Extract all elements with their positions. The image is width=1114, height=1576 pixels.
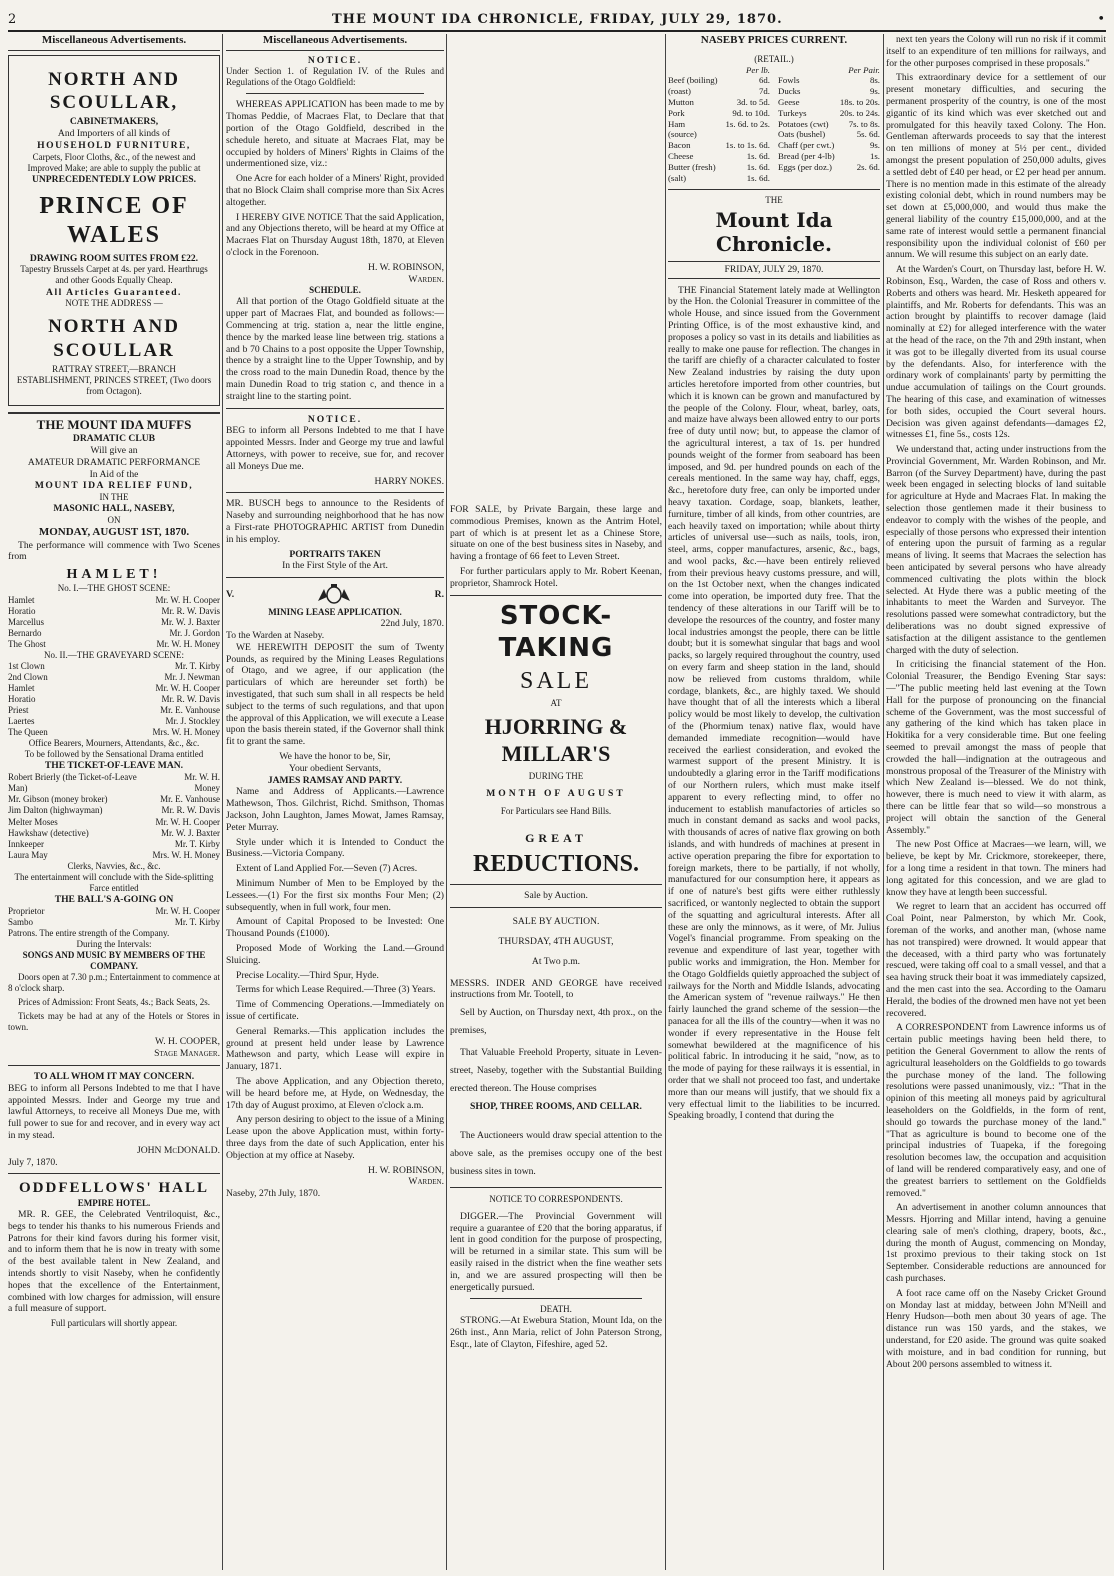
cast-actor: Mr. W. J. Baxter bbox=[160, 827, 220, 838]
divider bbox=[668, 189, 880, 190]
article-paragraph: In criticising the financial statement of the Hon. Colonial Treasurer, the Bendigo Evening Star says:—"The public meeting held last evening at the Town Hall for the purpose of pronouncing on the financial scheme of the Government, was the most successful of any gathering of the kind which has taken place in Hokitika for a very considerable time. But one feeling seemed to prevail amongst the mass of people that crowded the hall—indignation at the outrageous and monstrous proposal of the Treasurer of the Ministry with which New Zealand is—blessed. We do not think, however, there is much need to view it with alarm, as there can be little fear that so wild—so monstrous a project will obtain the sanction of the General Assembly." bbox=[886, 659, 1106, 836]
price-value: 1s. 6d. bbox=[746, 151, 770, 162]
cast-row bbox=[8, 661, 220, 672]
article-paragraph: next ten years the Colony will run no risk if it commit itself to an expenditure of ten millions for railways, and for the other purposes comprised in these proposals." bbox=[886, 34, 1106, 69]
oddfellows-text: MR. R. GEE, the Celebrated Ventriloquist, &c., begs to tender his thanks to his numerous Friends and Patrons for their kind favors during his former visit, and to inform them that he is now in treaty with some of the best available talent in New Zealand, and intends shortly to visit Naseby, when he confidently hopes that the excellence of the Entertainment, combined with low charges for admission, will ensure a full measure of support. bbox=[8, 1208, 220, 1315]
divider bbox=[450, 1187, 662, 1188]
cast-row bbox=[8, 772, 220, 794]
price-row bbox=[668, 140, 770, 151]
price-row bbox=[668, 151, 770, 162]
muffs-line: Clerks, Navvies, &c., &c. bbox=[67, 860, 161, 871]
price-value: 9s. bbox=[869, 86, 880, 97]
cast-actor: Mr. J. Newman bbox=[164, 671, 220, 682]
schedule-title: SCHEDULE. bbox=[309, 285, 361, 296]
column-2 bbox=[226, 34, 444, 1570]
signature-title: Stage Manager. bbox=[154, 1048, 220, 1060]
price-row bbox=[668, 119, 770, 130]
price-row bbox=[668, 86, 770, 97]
divider bbox=[226, 577, 444, 578]
oddfellows-foot: Full particulars will shortly appear. bbox=[50, 1318, 178, 1329]
nokes-notice bbox=[226, 414, 444, 488]
cast-row bbox=[8, 917, 220, 928]
article-paragraph: At the Warden's Court, on Thursday last, before H. W. Robinson, Esq., Warden, the case of Ross and others v. Roberts and others was heard. Mr. Hesketh appeared for plaintiffs, and Mr. Roberts for defendants. This was an action brought by plaintiffs to recover damage (laid nominally at £2) for alleged interference with the water at the head of the race, on the 7th and 29th instant, when it was got to be illegally diverted from its usual course by the defendants. Also, for interference with the ordinary work of complainants' party by permitting the undue accumulation of tailings on the Court grounds. The hearing of this case, and examination of witnesses for both sides, occupied the Court several hours. Decision was given against defendants—damages £2, witnesses £1, fine 5s., costs 12s. bbox=[886, 264, 1106, 441]
death-title: DEATH. bbox=[540, 1304, 572, 1315]
cast-row bbox=[8, 705, 220, 716]
cast-actor: Mr. J. Gordon bbox=[169, 627, 220, 638]
cast-role: Jim Dalton (highwayman) bbox=[8, 805, 103, 816]
lease-application bbox=[226, 583, 444, 1200]
crest-v: V. bbox=[226, 589, 235, 601]
news-column bbox=[886, 34, 1106, 1370]
notice-text: WHEREAS APPLICATION has been made to me by Thomas Peddie, of Macraes Flat, to Declare that that portion of the Otago Goldfield, described in the schedule hereto, and situate at Macraes Flat, may be occupied by holders of Miners' Rights in Claims of the undermentioned size, viz.: bbox=[226, 99, 444, 170]
advert-line: And Importers of all kinds of bbox=[57, 128, 171, 140]
macraes-notice bbox=[226, 55, 444, 403]
muffs-advert bbox=[8, 412, 220, 1060]
price-row bbox=[778, 162, 880, 173]
notice-text: I HEREBY GIVE NOTICE That the said Application, and any Objections thereto, will be heard at my Office at Macraes Flat on Thursday August 18th, 1870, at Eleven o'clock in the Forenoon. bbox=[226, 211, 444, 258]
cast-actor: Mr. W. H. Cooper bbox=[155, 683, 220, 694]
column-5 bbox=[886, 34, 1106, 1570]
cast-row bbox=[8, 850, 220, 861]
cast-role: Laura May bbox=[8, 849, 48, 860]
notice-text: Under Section 1. of Regulation IV. of the Rules and Regulations of the Otago Goldfield: bbox=[226, 66, 444, 88]
cast-actor: Mrs. W. H. Money bbox=[152, 727, 220, 738]
price-row bbox=[668, 97, 770, 108]
lease-text: Extent of Land Applied For.—Seven (7) Acres. bbox=[236, 863, 418, 875]
notice-title: NOTICE. bbox=[307, 54, 363, 66]
article-paragraph: We understand that, acting under instructions from the Provincial Government, Mr. Warden Robinson, and Mr. Barron (of the Survey Department) have, during the past week been engaged in selecting blocks of land suitable for agriculture at Hyde and Macraes Flat. In making the selection those gentlemen made it their business to endeavor to comply with the wishes of the people, and especially of those persons who expressed their intention of entering upon the pursuit of farming as a regular means of living. It seems that Macraes the selection has been anticipated by several persons who have already commenced cultivating the plots within the block selected. At Hyde there was a public meeting of the inhabitants to meet the Warden and Surveyor. The resolutions passed were somewhat contradictory, but the deliberations was no doubt signed expressive of satisfaction at the diligent assistance to the gentlemen charged with the duty of selection. bbox=[886, 444, 1106, 656]
muffs-text: Tickets may be had at any of the Hotels or Stores in town. bbox=[8, 1011, 220, 1033]
cast-actor: Mr. R. W. Davis bbox=[161, 694, 220, 705]
auction-text: That Valuable Freehold Property, situate in Leven-street, Naseby, together with the Substantial Building erected thereon. The House comprises bbox=[450, 1046, 662, 1095]
divider bbox=[450, 907, 662, 908]
advert-line: Carpets, Floor Cloths, &c., of the newest and Improved Make; are able to supply the public at bbox=[27, 151, 201, 173]
price-value: 9s. bbox=[869, 140, 880, 151]
stocktaking-title: STOCK-TAKING bbox=[498, 600, 614, 663]
article-paragraph: THE Financial Statement lately made at Wellington by the Hon. the Colonial Treasurer in committee of the whole House, and since issued from the Government Printing Office, is of the most exhaustive kind, and proposes a policy so vast in its details and liabilities as really to make one pause for reflection. The changes in the tariff are chiefly of a character calculated to foster New Zealand industries by raising the duty upon articles heretofore imported from other countries, but which it is known can be grown and manufactured by the people of the Colony. Flour, wheat, barley, oats, and maize have always been allowed entry to our ports free of duty until now; but, to appease the clamor of the agricultural interest, a tax of 1s. per hundred pounds weight of the former from seaboard has been imposed, and 9d. per hundred pounds on each of the cereals mentioned. In the same way hay, chaff, eggs, &c., heretofore duty free, can only be imported under heavy taxation. Cordage, soap, blankets, leather, furniture, timber of all kinds, from other countries, are each heavily taxed on importation; while about thirty articles of universal use—such as nails, tools, iron, steel, arms, copper manufactures, arsenic, &c., bags, and wool packs, &c.—have been entirely relieved from their previous heavy customs pressure, and will, on the 1st October next, when the changes indicated come into operation, be imported duty free. That the tendency of these alterations in our Tariff will be to develope the resources of the country, and foster many local industries amongst the people, there can be little doubt; but it is somewhat singular that bags and wool packs, so largely required throughout the country, used on every farm and sheep station in the land, should now be relieved from customs thraldom, while cordage, blankets, &c., are highly taxed. We should have thought that of all the interests which a liberal policy would be most likely to develop, the cultivation of the (Phormium tenax) native flax, would have demanded immediate recognition—would have received the earliest consideration, and evoked the warmest support of the present Ministry. It is undoubtedly a glaring error in the Tariff modifications of our Northern rulers, which must make itself apparent to every reflecting mind, to offer no inducement to establish manufactories of articles so much in constant demand as sacks and wool packs, with thousands of acres of native flax growing on both islands, and with hundreds of machines at present in active operation preparing the fibre for exportation to foreign markets, there to be partially, if not wholly, manufactured for our consumption here, it appears as if one of nature's best gifts were either ruthlessly sacrificed, or wantonly neglected to obtain the support of the squatting and agricultural interests. After all these are only the minnows, as it were, of Mr. Julius Vogel's financial programme. From speaking on the revenue and expenditure of last year, together with public works and immigration, the Hon. Member for the Otago Goldfields quietly approached the subject of railways for the North and Middle Islands, advocating the American system of "revenue railways." He then fairly launched the grand scheme of the session—the panacea for all the ills of the country—when it was no wonder if every representative in the House felt somewhat bewildered at the magnificence of his political fabric. In introducing it he said, "now, as to the mode of paying for these railways it is essential, in order that we shall not proceed too fast, and undertake more than our means will justify, that we should fix a very effectual limit to the liabilities to be incurred. Speaking broadly, I contend that during the bbox=[668, 284, 880, 1122]
death-text: STRONG.—At Ewebura Station, Mount Ida, on the 26th inst., Ann Maria, relict of John Paterson Strong, Esqr., late of Clayton, Fifeshire, aged 52. bbox=[450, 1315, 662, 1350]
muffs-line: DRAMATIC CLUB bbox=[72, 433, 156, 445]
farce-title: THE BALL'S A-GOING ON bbox=[54, 893, 174, 905]
lease-text: Name and Address of Applicants.—Lawrence Mathewson, Thos. Gilchrist, Richd. Smithson, Thomas Jackson, John Laughton, James Mowat, James Ramsay, Peter Murray. bbox=[226, 786, 444, 833]
column-rule bbox=[446, 34, 447, 1570]
column-3 bbox=[450, 34, 662, 1570]
muffs-text: Doors open at 7.30 p.m.; Entertainment to commence at 8 o'clock sharp. bbox=[8, 972, 220, 994]
lease-text: Time of Commencing Operations.—Immediately on issue of certificate. bbox=[226, 999, 444, 1022]
paper-the: THE bbox=[765, 194, 783, 205]
cast-role: Hamlet bbox=[8, 594, 35, 605]
price-row bbox=[778, 119, 880, 130]
column-rule bbox=[883, 34, 884, 1570]
price-item: Butter (fresh) bbox=[668, 161, 716, 172]
column-rule bbox=[222, 34, 223, 1570]
drama-title: THE TICKET-OF-LEAVE MAN. bbox=[44, 760, 184, 772]
oddfellows-sub: EMPIRE HOTEL. bbox=[77, 1197, 151, 1208]
cast-row bbox=[8, 828, 220, 839]
cast-role: Hawkshaw (detective) bbox=[8, 827, 89, 838]
price-item: Cheese bbox=[668, 151, 694, 162]
correspondents-text: DIGGER.—The Provincial Government will require a guarantee of £20 that the boring apparatus, if lent in good condition for the purpose of prospecting, will be returned in a similar state. This sum will be easily raised in the district when the fine weather sets in, and we are assured prospecting will then be energetically pursued. bbox=[450, 1210, 662, 1293]
price-value: 2s. 6d. bbox=[856, 161, 880, 172]
cast-role: Hamlet bbox=[8, 683, 35, 694]
price-value: 3d. to 5d. bbox=[736, 97, 770, 108]
column-1 bbox=[8, 34, 220, 1570]
muffs-line: Office Bearers, Mourners, Attendants, &c., &c. bbox=[28, 738, 200, 749]
price-item: Eggs (per doz.) bbox=[778, 161, 832, 172]
article-paragraph: A foot race came off on the Naseby Cricket Ground on Monday last at midday, between John M'Neill and Henry Hudson—both men about 30 years of age. The distance run was 150 yards, and the stakes, we understand, for £20 aside. The ground was quite soaked with moisture, and in bad condition for running, but About 200 persons assembled to witness it. bbox=[886, 1287, 1106, 1370]
signature-title: Warden. bbox=[408, 273, 444, 285]
cast-actor: Mr. T. Kirby bbox=[174, 838, 220, 849]
article-paragraph: This extraordinary device for a settlement of our present monetary difficulties, and securing the permanent prosperity of the country, is one of the most gigantic of its kind which was ever sketched out and promulgated for this heavily taxed Colony. The Hon. Gentleman afterwards proceeds to say that the interest on ten millions of money at 5½ per cent., divided amongst the present population of 250,000 adults, gives a settled debt of £40 per head, or £2 per head per annum. There is no mention made in this estimate of the already existing colonial debt, which in round numbers may be set down at £5,000,000, and would thus make the general liability of the country £15,000,000, and at the same rate of interest would settle a permanent financial responsibility upon the individual colonist of £60 per annum. We will resume this subject on an early date. bbox=[886, 72, 1106, 261]
muffs-date: MONDAY, AUGUST 1ST, 1870. bbox=[38, 526, 190, 539]
price-value: 1s. 6d. to 2s. bbox=[725, 118, 770, 129]
cast-role: Sambo bbox=[8, 916, 34, 927]
price-row bbox=[668, 75, 770, 86]
price-item: Pork bbox=[668, 107, 685, 118]
muffs-line: ON bbox=[107, 515, 121, 526]
price-value: 1s. to 1s. 6d. bbox=[725, 140, 770, 151]
price-row bbox=[778, 151, 880, 162]
notice-text: One Acre for each holder of a Miners' Right, provided that no Block Claim shall comprise more than Six Acres altogether. bbox=[226, 173, 444, 208]
cast-row bbox=[8, 794, 220, 805]
signature: W. H. COOPER, bbox=[155, 1036, 220, 1048]
column-4 bbox=[668, 34, 880, 1570]
oddfellows-title: ODDFELLOWS' HALL bbox=[19, 1180, 209, 1197]
lease-text: Terms for which Lease Required.—Three (3) Years. bbox=[236, 984, 436, 996]
cast-actor: Mr. W. H. Money bbox=[156, 638, 220, 649]
lease-text: Proposed Mode of Working the Land.—Ground Sluicing. bbox=[226, 942, 444, 966]
advert-firm-name: NORTH AND SCOULLAR bbox=[48, 316, 180, 361]
advert-line: CABINETMAKERS, bbox=[69, 116, 159, 128]
auction-text: Sell by Auction, on Thursday next, 4th prox., on the premises, bbox=[450, 1007, 662, 1037]
lease-text: Any person desiring to object to the issue of a Mining Lease upon the above Application must, within forty-three days from the date of such Application, enter his Objection at my office at Naseby. bbox=[226, 1114, 444, 1161]
lease-text: General Remarks.—This application includes the ground at present held under lease by Lawrence Mathewson and party, which Lease will expire in January, 1871. bbox=[226, 1025, 444, 1073]
price-item: Bread (per 4-lb) bbox=[778, 151, 835, 162]
cast-role: Bernardo bbox=[8, 627, 42, 638]
signature: H. W. ROBINSON, bbox=[368, 261, 444, 273]
auction-text: MESSRS. INDER AND GEORGE have received instructions from Mr. Tootell, to bbox=[450, 977, 662, 1001]
lease-line: We have the honor to be, Sir, bbox=[279, 751, 391, 763]
advert-month: MONTH OF AUGUST bbox=[486, 788, 626, 800]
muffs-line: AMATEUR DRAMATIC PERFORMANCE bbox=[27, 456, 201, 468]
cast-row bbox=[8, 672, 220, 683]
masthead-title: THE MOUNT IDA CHRONICLE, FRIDAY, JULY 29, 1870. bbox=[332, 11, 783, 27]
price-value: 1s. bbox=[869, 151, 880, 162]
advert-line: PORTRAITS TAKEN bbox=[289, 548, 381, 560]
signature: HARRY NOKES. bbox=[374, 475, 444, 487]
cast-actor: Mr. T. Kirby bbox=[174, 916, 220, 927]
notice-text: All that portion of the Otago Goldfield situate at the upper part of Macraes Flat, and bounded as follows:—Commencing at trig. station a, near the little engine, thence by the marked lease line between trig. stations a and b 70 Chains to a post opposite the Upper Township, thence by a straight line to the Upper Township, and by the cross road to the main Dunedin Road, thence by the main Dunedin Road to trig station c, and thence in a straight line to the starting point. bbox=[226, 296, 444, 402]
muffs-line: MASONIC HALL, NASEBY, bbox=[53, 503, 175, 515]
advert-line: AT bbox=[550, 698, 562, 709]
auction-line: At Two p.m. bbox=[531, 955, 581, 967]
scene-title: No. I.—THE GHOST SCENE: bbox=[57, 583, 171, 594]
price-item: Geese bbox=[778, 97, 800, 108]
divider bbox=[8, 1173, 220, 1174]
cast-actor: Mr. W. J. Baxter bbox=[160, 616, 220, 627]
page-number: 2 bbox=[8, 11, 18, 27]
cast-actor: Mr. J. Stockley bbox=[165, 716, 220, 727]
cast-row bbox=[8, 906, 220, 917]
divider bbox=[450, 595, 662, 596]
divider bbox=[450, 884, 662, 885]
cast-actor: Mr. W. H. Cooper bbox=[155, 594, 220, 605]
muffs-text: Prices of Admission: Front Seats, 4s.; Back Seats, 2s. bbox=[18, 997, 210, 1008]
cast-actor: Mr. R. W. Davis bbox=[161, 805, 220, 816]
price-value: 1s. 6d. bbox=[746, 172, 770, 183]
leader-article bbox=[668, 285, 880, 1123]
price-row bbox=[668, 173, 770, 184]
auction-line: SALE BY AUCTION. bbox=[512, 916, 600, 928]
article-paragraph: An advertisement in another column announces that Messrs. Hjorring and Millar intend, having a genuine clearing sale of men's clothing, drapery, boots, &c., during the month of August, commencing on Monday, 1st proximo previous to their taking stock on 1st September. Considerable reductions are announced for cash purchases. bbox=[886, 1202, 1106, 1285]
prices-title: NASEBY PRICES CURRENT. bbox=[700, 34, 848, 46]
concern-notice bbox=[8, 1071, 220, 1168]
prices-right bbox=[778, 65, 880, 184]
cast-role: 1st Clown bbox=[8, 660, 45, 671]
masthead bbox=[8, 8, 1106, 32]
advert-line: DRAWING ROOM SUITES FROM £22. bbox=[29, 252, 199, 264]
advert-line: RATTRAY STREET,—BRANCH ESTABLISHMENT, PRINCES STREET, (Two doors from Octagon). bbox=[16, 364, 212, 397]
price-item: Bacon bbox=[668, 140, 691, 151]
sale-title: SALE bbox=[520, 667, 592, 694]
muffs-line: To be followed by the Sensational Drama entitled bbox=[24, 749, 204, 760]
advert-line: All Articles Guaranteed. bbox=[46, 286, 182, 298]
signature-title: Warden. bbox=[408, 1176, 444, 1188]
cast-role: Priest bbox=[8, 705, 29, 716]
price-value: 8s. bbox=[869, 75, 880, 86]
cast-row bbox=[8, 716, 220, 727]
notice-date: July 7, 1870. bbox=[8, 1156, 58, 1168]
article-paragraph: The new Post Office at Macraes—we learn, will, we believe, be kept by Mr. Crickmore, storekeeper, there, for a long time a resident in that town. The miners had long agitated for this concession, and we are glad to know they have at length been successful. bbox=[886, 839, 1106, 898]
cast-role: Melter Moses bbox=[8, 816, 58, 827]
lease-text: Style under which it is Intended to Conduct the Business.—Victoria Company. bbox=[226, 836, 444, 860]
article-paragraph: A CORRESPONDENT from Lawrence informs us of certain public meetings having been held there, to petition the General Government to allow the rents of agricultural leaseholders on the Goldfields to go towards the purchase money of the land. The following resolutions were passed unanimously, viz.: "That in the opinion of this meeting all moneys paid by agricultural leaseholders on the Goldfields, in the form of rent, should go towards the purchase money of the land." "That as agriculture is bound to become one of the principal industries of Tuapeka, if the foregoing resolution becomes law, the occupation and acquisition of land will be rendered comparatively easy, and one of the greatest barriers to settlement on the Goldfields removed." bbox=[886, 1022, 1106, 1199]
article-paragraph: We regret to learn that an accident has occurred off Coal Point, near Palmerston, by which Mr. Cook, foreman of the works, and another man, (whose name has not transpired) were drowned. It would appear that the deceased, with a third party who was fortunately rescued, were taking off coal to a small vessel, and that a sea having struck their boat it was immediately capsized, and the men cast into the sea. According to the Oamaru Herald, the bodies of the drowned men have not yet been recovered. bbox=[886, 901, 1106, 1019]
cast-role: Proprietor bbox=[8, 905, 45, 916]
lease-foot: Naseby, 27th July, 1870. bbox=[226, 1188, 321, 1200]
crest-r: R. bbox=[434, 589, 444, 601]
muffs-line: MOUNT IDA RELIEF FUND, bbox=[34, 480, 194, 492]
muffs-line: During the Intervals: bbox=[76, 938, 152, 949]
muffs-title: THE MOUNT IDA MUFFS bbox=[8, 412, 220, 433]
auction-header: Sale by Auction. bbox=[524, 890, 588, 902]
price-value: 7d. bbox=[759, 86, 770, 97]
cast-role: 2nd Clown bbox=[8, 671, 48, 682]
cast-role: Horatio bbox=[8, 694, 36, 705]
cast-row bbox=[8, 683, 220, 694]
cast-actor: Mr. W. H. Money bbox=[184, 772, 220, 794]
cast-list bbox=[8, 595, 220, 650]
cast-actor: Mr. W. H. Cooper bbox=[155, 905, 220, 916]
price-item: Oats (bushel) bbox=[778, 129, 826, 140]
cast-row bbox=[8, 817, 220, 828]
lease-date: 22nd July, 1870. bbox=[380, 618, 444, 630]
cast-actor: Mr. R. W. Davis bbox=[161, 605, 220, 616]
cast-list bbox=[8, 661, 220, 738]
muffs-line: In Aid of the bbox=[89, 468, 139, 480]
cast-row bbox=[8, 639, 220, 650]
stocktaking-advert bbox=[450, 601, 662, 880]
price-item: (roast) bbox=[668, 86, 691, 97]
cast-actor: Mr. E. Vanhouse bbox=[160, 794, 220, 805]
signature: JOHN McDONALD. bbox=[136, 1144, 220, 1156]
price-value: 6d. bbox=[759, 75, 770, 86]
advert-text: MR. BUSCH begs to announce to the Residents of Naseby and surrounding neighborhood that he has now a First-rate PHOTOGRAPHIC ARTIST from Dunedin in his employ. bbox=[226, 498, 444, 545]
price-item: Potatoes (cwt) bbox=[778, 118, 829, 129]
price-value: 7s. to 8s. bbox=[848, 118, 880, 129]
cast-row bbox=[8, 727, 220, 738]
paper-date: FRIDAY, JULY 29, 1870. bbox=[668, 261, 880, 279]
divider bbox=[246, 93, 424, 94]
advert-reductions: REDUCTIONS. bbox=[472, 850, 640, 877]
notice-title: TO ALL WHOM IT MAY CONCERN. bbox=[33, 1071, 195, 1083]
forsale-text: For further particulars apply to Mr. Robert Keenan, proprietor, Shamrock Hotel. bbox=[450, 565, 662, 589]
cast-role: Laertes bbox=[8, 716, 35, 727]
prices-subtitle: (RETAIL.) bbox=[754, 53, 794, 64]
price-row bbox=[778, 129, 880, 140]
lease-text: Precise Locality.—Third Spur, Hyde. bbox=[236, 969, 379, 981]
price-item: (source) bbox=[668, 129, 697, 140]
advert-line: DURING THE bbox=[528, 771, 584, 782]
north-scoullar-advert bbox=[8, 55, 220, 407]
lease-text: Amount of Capital Proposed to be Invested: One Thousand Pounds (£1000). bbox=[226, 916, 444, 940]
price-value: 18s. to 20s. bbox=[839, 97, 880, 108]
price-row bbox=[668, 129, 770, 140]
prices-table bbox=[668, 65, 880, 184]
cast-row bbox=[8, 694, 220, 705]
prices-unit: Per lb. bbox=[746, 64, 770, 75]
royal-crest-icon bbox=[314, 583, 354, 607]
lease-text: The above Application, and any Objection thereto, will be heard before me, at Hyde, on Wednesday, the 17th day of August proximo, at Eleven o'clock a.m. bbox=[226, 1075, 444, 1111]
column-3-top-blank bbox=[450, 34, 662, 504]
notice-text: BEG to inform all Persons Indebted to me that I have appointed Messrs. Inder and George my true and lawful Attorneys, to receive all Moneys Due me, with full power to sue for and recover, and in every way act in my stead. bbox=[8, 1082, 220, 1142]
muffs-line: IN THE bbox=[99, 492, 129, 503]
cast-actor: Mrs. W. H. Money bbox=[152, 849, 220, 860]
cast-list bbox=[8, 906, 220, 928]
cast-role: The Ghost bbox=[8, 638, 46, 649]
cast-role: Mr. Gibson (money broker) bbox=[8, 794, 108, 805]
muffs-line: The entertainment will conclude with the Side-splitting Farce entitled bbox=[14, 871, 214, 893]
price-item: Beef (boiling) bbox=[668, 75, 718, 86]
cast-actor: Mr. T. Kirby bbox=[174, 660, 220, 671]
cast-row bbox=[8, 839, 220, 850]
lease-text: WE HEREWITH DEPOSIT the sum of Twenty Pounds, as required by the Mining Leases Regulations of Otago, and we agree, if our application (the particulars of which are hereunder set forth) be investigated, that such sum shall in all respects be held subject to the terms of such regulations, and that upon the approval of this Application, we will execute a Lease upon the basis therein stated, if the Governor shall think fit to grant the same. bbox=[226, 641, 444, 748]
price-item: Turkeys bbox=[778, 107, 807, 118]
price-item: Ham bbox=[668, 118, 686, 129]
price-value: 1s. 6d. bbox=[746, 161, 770, 172]
advert-firm-name: NORTH AND SCOULLAR, bbox=[48, 68, 180, 113]
muffs-hamlet: HAMLET! bbox=[66, 567, 162, 583]
prices-left bbox=[668, 65, 770, 184]
price-value: 9d. to 10d. bbox=[732, 107, 770, 118]
price-row bbox=[778, 140, 880, 151]
cast-row bbox=[8, 617, 220, 628]
muffs-text: The performance will commence with Two Scenes from bbox=[8, 539, 220, 563]
section-header: Miscellaneous Advertisements. bbox=[8, 34, 220, 51]
muffs-line: Will give an bbox=[90, 445, 138, 457]
advert-great: GREAT bbox=[525, 831, 587, 846]
cast-actor: Mr. W. H. Cooper bbox=[155, 816, 220, 827]
masthead-mark: • bbox=[1097, 11, 1106, 27]
cast-role: Robert Brierly (the Ticket-of-Leave Man) bbox=[8, 772, 137, 794]
price-row bbox=[778, 75, 880, 86]
cast-role: The Queen bbox=[8, 727, 48, 738]
price-value: 20s. to 24s. bbox=[839, 107, 880, 118]
auction-line: THURSDAY, 4TH AUGUST, bbox=[498, 935, 614, 947]
cast-role: Marcellus bbox=[8, 616, 44, 627]
price-value: 5s. 6d. bbox=[856, 129, 880, 140]
price-row bbox=[668, 162, 770, 173]
lease-title: MINING LEASE APPLICATION. bbox=[268, 607, 402, 618]
advert-line: UNPRECEDENTEDLY LOW PRICES. bbox=[31, 173, 197, 185]
price-row bbox=[668, 108, 770, 119]
cast-row bbox=[8, 606, 220, 617]
cast-row bbox=[8, 628, 220, 639]
divider bbox=[226, 492, 444, 493]
auction-shop: SHOP, THREE ROOMS, AND CELLAR. bbox=[470, 1101, 642, 1113]
notice-text: BEG to inform all Persons Indebted to me that I have appointed Messrs. Inder and George my true and lawful Attorneys, with power to receive, sue for, and recover all Moneys Due me. bbox=[226, 425, 444, 472]
royal-crest-row bbox=[226, 583, 444, 607]
advert-line: Tapestry Brussels Carpet at 4s. per yard. Hearthrugs and other Goods Equally Cheap. bbox=[20, 264, 208, 286]
price-row bbox=[778, 97, 880, 108]
prices-unit: Per Pair. bbox=[848, 64, 880, 75]
advert-line: For Particulars see Hand Bills. bbox=[500, 806, 612, 817]
cast-role: Horatio bbox=[8, 605, 36, 616]
firm-name: HJORRING & MILLAR'S bbox=[484, 714, 628, 767]
oddfellows-advert bbox=[8, 1179, 220, 1329]
cast-actor: Mr. E. Vanhouse bbox=[160, 705, 220, 716]
price-item: (salt) bbox=[668, 172, 687, 183]
section-header: Miscellaneous Advertisements. bbox=[226, 34, 444, 51]
advert-line: NOTE THE ADDRESS — bbox=[65, 298, 163, 309]
correspondents-title: NOTICE TO CORRESPONDENTS. bbox=[489, 1193, 623, 1204]
signature: H. W. ROBINSON, bbox=[368, 1164, 444, 1176]
price-item: Chaff (per cwt.) bbox=[778, 140, 835, 151]
cast-role: Innkeeper bbox=[8, 838, 44, 849]
advert-prince-of-wales: PRINCE OF WALES bbox=[39, 192, 189, 249]
muffs-line: SONGS AND MUSIC BY MEMBERS OF THE COMPANY. bbox=[22, 950, 206, 972]
column-rule bbox=[665, 34, 666, 1570]
lease-to: To the Warden at Naseby. bbox=[226, 630, 325, 642]
forsale-text: FOR SALE, by Private Bargain, these large and commodious Premises, known as the Antrim Hotel, part of which is at present let as a Chinese Store, situate on one of the best business sites in Naseby, and having a frontage of 66 feet to Leven Street. bbox=[450, 504, 662, 563]
paper-nameplate: Mount Ida Chronicle. bbox=[715, 207, 833, 257]
lease-line: JAMES RAMSAY AND PARTY. bbox=[267, 774, 403, 786]
divider bbox=[8, 1065, 220, 1066]
price-row bbox=[778, 86, 880, 97]
muffs-line: Patrons. The entire strength of the Company. bbox=[8, 927, 170, 938]
price-item: Fowls bbox=[778, 75, 800, 86]
divider bbox=[470, 1298, 642, 1299]
price-item: Mutton bbox=[668, 97, 694, 108]
busch-advert bbox=[226, 498, 444, 572]
lease-text: Minimum Number of Men to be Employed by the Lessees.—(1) For the first six months Four Men; (2) subsequently, when in full work, four men. bbox=[226, 877, 444, 913]
price-row bbox=[778, 108, 880, 119]
notice-title: NOTICE. bbox=[307, 413, 363, 425]
price-item: Ducks bbox=[778, 86, 801, 97]
scene-title: No. II.—THE GRAVEYARD SCENE: bbox=[43, 649, 185, 660]
lease-line: Your obedient Servants, bbox=[288, 762, 382, 774]
cast-row bbox=[8, 595, 220, 606]
cast-row bbox=[8, 805, 220, 816]
auction-text: The Auctioneers would draw special attention to the above sale, as the premises occupy one of the best business sites in town. bbox=[450, 1130, 662, 1178]
advert-line: In the First Style of the Art. bbox=[282, 560, 388, 572]
divider bbox=[226, 408, 444, 409]
cast-list bbox=[8, 772, 220, 861]
advert-line: HOUSEHOLD FURNITURE, bbox=[37, 139, 191, 151]
